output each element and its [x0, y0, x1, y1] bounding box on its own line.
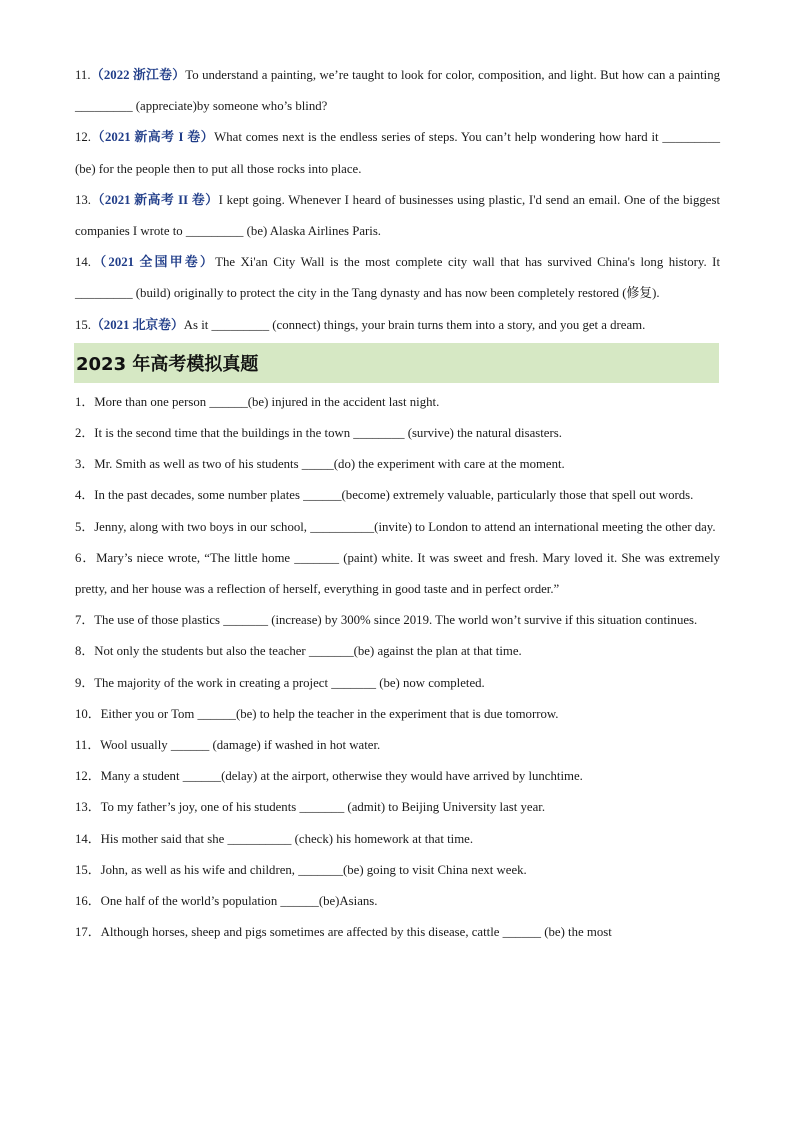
question-item: [75, 60, 720, 122]
question-number: 1．: [75, 394, 95, 409]
question-item: [75, 886, 720, 917]
question-item: [75, 449, 720, 480]
question-item: [75, 605, 720, 636]
question-number: 11．: [75, 738, 101, 753]
question-number: 2．: [75, 426, 95, 441]
question-text: Wool usually ______ (damage) if washed in hot water.: [100, 738, 381, 753]
question-number: 9．: [75, 675, 95, 690]
question-number: 11.: [75, 68, 91, 82]
page-content: [75, 60, 720, 948]
question-text: The use of those plastics _______ (increase) by 300% since 2019. The world won’t survive if this situation continues.: [94, 613, 698, 628]
question-number: 4．: [75, 488, 95, 503]
question-number: 17．: [75, 925, 101, 940]
question-item: [75, 310, 720, 341]
question-number: 10．: [75, 706, 101, 721]
question-number: 5．: [75, 519, 95, 534]
question-text: One half of the world’s population ______(be)Asians.: [100, 894, 378, 909]
question-source: （2022 浙江卷）: [90, 68, 186, 82]
question-number: 15.: [75, 317, 91, 332]
question-source: （2021 新高考 II 卷）: [91, 192, 219, 207]
question-source: （2021 全国甲卷）: [91, 255, 216, 270]
question-text: The Xi'an City Wall is the most complete city wall that has survived China's long history. It _________ (build) originally to protect the city in the Tang dynasty and has now been completely restored (修复).: [75, 255, 720, 301]
question-text: What comes next is the endless series of steps. You can’t help wondering how hard it _________ (be) for the people then to put all those rocks into place.: [75, 130, 720, 176]
question-item: [75, 543, 720, 605]
question-item: [75, 699, 720, 730]
section-title: 2023 年高考模拟真题: [76, 353, 259, 375]
question-text: More than one person ______(be) injured in the accident last night.: [94, 394, 440, 409]
question-item: [75, 917, 720, 948]
question-number: 13.: [75, 192, 91, 207]
question-number: 3．: [75, 457, 95, 472]
question-number: 12．: [75, 769, 101, 784]
question-text: I kept going. Whenever I heard of businesses using plastic, I'd send an email. One of the biggest companies I wrote to _________ (be) Alaska Airlines Paris.: [75, 192, 720, 239]
question-item: [75, 636, 720, 667]
question-number: 13．: [75, 800, 101, 815]
question-item: [75, 824, 720, 855]
question-text: Many a student ______(delay) at the airport, otherwise they would have arrived by lunchtime.: [100, 769, 583, 784]
section-header: [74, 343, 719, 383]
question-number: 12.: [75, 130, 91, 145]
question-text: To my father’s joy, one of his students _______ (admit) to Beijing University last year.: [100, 800, 546, 815]
question-text: It is the second time that the buildings in the town ________ (survive) the natural disasters.: [94, 426, 562, 441]
question-text: Jenny, along with two boys in our school, __________(invite) to London to attend an international meeting the other day.: [94, 519, 716, 534]
question-item: [75, 480, 720, 511]
question-number: 14．: [75, 831, 101, 846]
question-text: In the past decades, some number plates ______(become) extremely valuable, particularly those that spell out words.: [94, 488, 694, 503]
question-text: As it _________ (connect) things, your brain turns them into a story, and you get a dream.: [183, 317, 646, 332]
question-number: 6．: [75, 550, 97, 565]
question-number: 15．: [75, 862, 101, 877]
question-text: John, as well as his wife and children, _______(be) going to visit China next week.: [100, 862, 527, 877]
question-number: 14.: [75, 255, 91, 270]
question-item: [75, 512, 720, 543]
question-item: [75, 761, 720, 792]
question-text: Mr. Smith as well as two of his students _____(do) the experiment with care at the moment.: [94, 457, 565, 472]
question-source: （2021 新高考 I 卷）: [91, 130, 215, 145]
question-text: His mother said that she __________ (check) his homework at that time.: [100, 831, 474, 846]
question-item: [75, 122, 720, 184]
question-item: [75, 792, 720, 823]
question-item: [75, 387, 720, 418]
question-text: Either you or Tom ______(be) to help the teacher in the experiment that is due tomorrow.: [100, 706, 559, 721]
question-number: 16．: [75, 894, 101, 909]
past-exam-questions: [75, 60, 720, 341]
question-item: [75, 418, 720, 449]
question-item: [75, 730, 720, 761]
question-number: 8．: [75, 644, 95, 659]
question-source: （2021 北京卷）: [91, 317, 184, 332]
question-text: Not only the students but also the teacher _______(be) against the plan at that time.: [94, 644, 522, 659]
question-text: Mary’s niece wrote, “The little home _______ (paint) white. It was sweet and fresh. Mary loved it. She was extremely pretty, and her house was a reflection of herself, everything in good taste and in perfect order.”: [75, 550, 720, 597]
mock-exam-questions: [75, 387, 720, 949]
question-text: The majority of the work in creating a project _______ (be) now completed.: [94, 675, 485, 690]
question-text: Although horses, sheep and pigs sometimes are affected by this disease, cattle ______ (be) the most: [100, 925, 612, 940]
question-item: [75, 185, 720, 247]
question-text: To understand a painting, we’re taught to look for color, composition, and light. But how can a painting _________ (appreciate)by someone who’s blind?: [75, 68, 720, 114]
question-item: [75, 247, 720, 309]
question-item: [75, 668, 720, 699]
question-number: 7．: [75, 613, 95, 628]
question-item: [75, 855, 720, 886]
